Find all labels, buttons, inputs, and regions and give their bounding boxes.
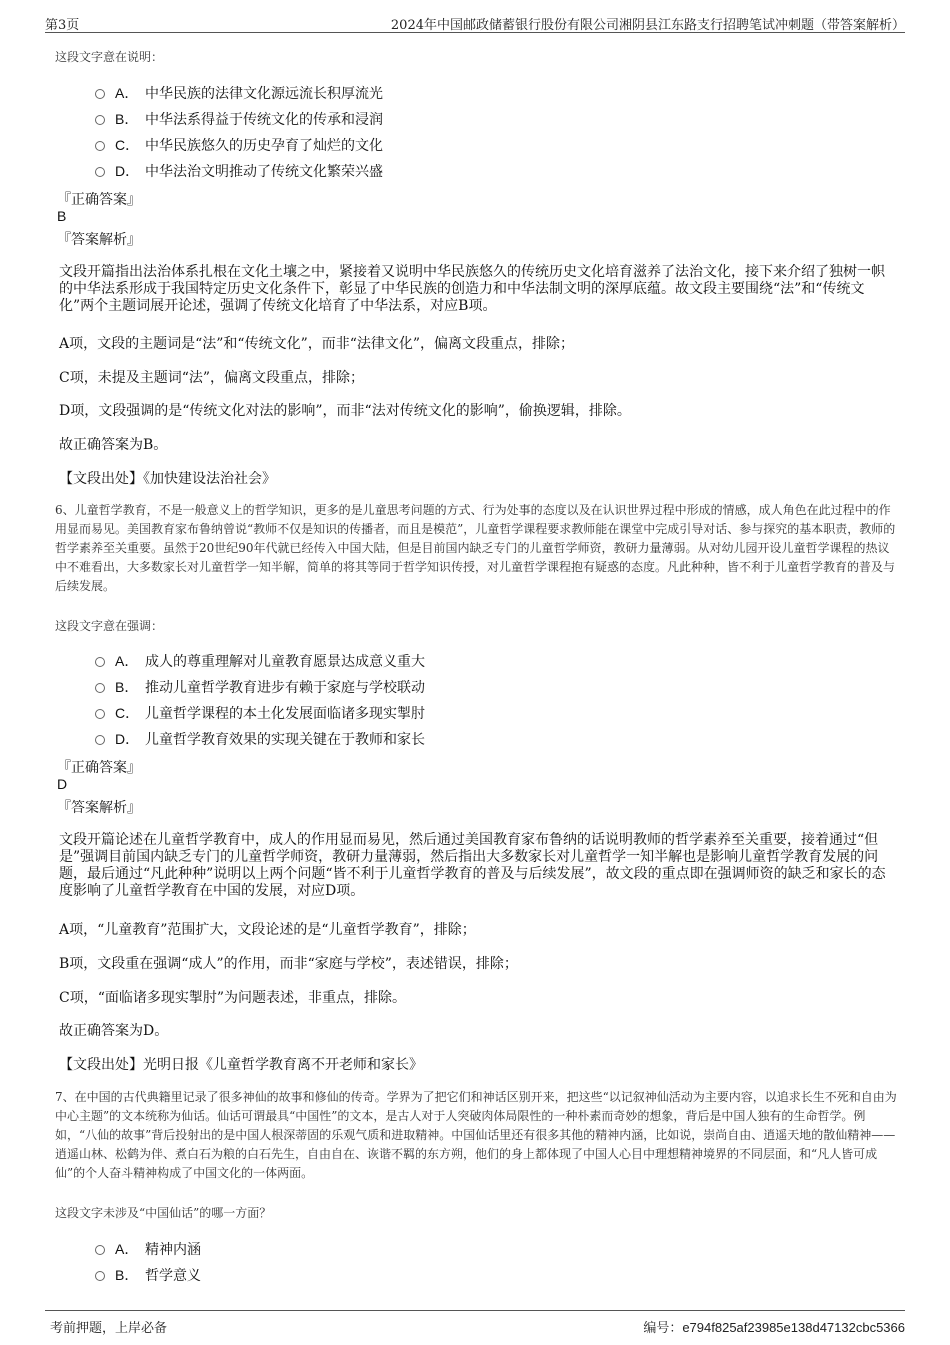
q6-line-a: A项，“儿童教育”范围扩大，文段论述的是“儿童哲学教育”，排除； — [59, 922, 476, 938]
page-header — [45, 12, 905, 33]
q5-analysis: 文段开篇指出法治体系扎根在文化土壤之中，紧接着又说明中华民族悠久的传统历史文化培育滋养了法治文化，接下来介绍了独树一帜的中华法系形成于我国特定历史文化条件下，彰显了中华民族的创造力和中华法制文明的深厚底蕴。故文段主要围绕“法”和“传统文化”两个主题词展开论述，强调了传统文化培育了中华法系，对应B项。 — [59, 264, 885, 314]
q5-answer-label: 『正确答案』 — [57, 192, 141, 208]
radio-icon[interactable] — [95, 735, 105, 745]
q6-option-a[interactable]: A． 成人的尊重理解对儿童教育愿景达成意义重大 — [95, 651, 425, 671]
radio-icon[interactable] — [95, 1245, 105, 1255]
radio-icon[interactable] — [95, 167, 105, 177]
q7-option-b[interactable]: B． 哲学意义 — [95, 1265, 201, 1285]
page-number: 第3页 — [45, 18, 80, 33]
radio-icon[interactable] — [95, 683, 105, 693]
document-title: 2024年中国邮政储蓄银行股份有限公司湘阴县江东路支行招聘笔试冲刺题（带答案解析） — [390, 18, 905, 33]
q6-line-c: C项，“面临诸多现实掣肘”为问题表述，非重点，排除。 — [59, 990, 407, 1006]
q6-analysis: 文段开篇论述在儿童哲学教育中，成人的作用显而易见，然后通过美国教育家布鲁纳的话说明教师的哲学素养至关重要，接着通过“但是”强调目前国内缺乏专门的儿童哲学师资，教研力量薄弱，然后指出大多数家长对儿童哲学一知半解也是影响儿童哲学教育发展的问题，最后通过“凡此种种”说明以上两个问题“皆不利于儿童哲学教育的普及与后续发展”，故文段的重点即在强调师资的缺乏和家长的态度影响了儿童哲学教育在中国的发展，对应D项。 — [59, 832, 886, 899]
q5-option-a[interactable]: A． 中华民族的法律文化源远流长积厚流光 — [95, 83, 383, 103]
q6-line-b: B项，文段重在强调“成人”的作用，而非“家庭与学校”，表述错误，排除； — [59, 956, 518, 972]
page-footer — [45, 1310, 905, 1335]
q5-line-a: A项，文段的主题词是“法”和“传统文化”，而非“法律文化”，偏离文段重点，排除； — [59, 336, 575, 352]
q6-answer-label: 『正确答案』 — [57, 760, 141, 776]
q5-source: 【文段出处】《加快建设法治社会》 — [59, 471, 276, 487]
radio-icon[interactable] — [95, 1271, 105, 1281]
q5-option-c[interactable]: C． 中华民族悠久的历史孕育了灿烂的文化 — [95, 135, 383, 155]
q5-stem: 这段文字意在说明： — [55, 50, 164, 64]
q5-analysis-label: 『答案解析』 — [57, 232, 141, 248]
q7-passage: 7、在中国的古代典籍里记录了很多神仙的故事和修仙的传奇。学界为了把它们和神话区别开来，把这些“以记叙神仙活动为主要内容，以追求长生不死和自由为中心主题”的文本统称为仙话。仙话可谓最具“中国性”的文本，是古人对于人突破肉体局限性的一种朴素而奇妙的想象，背后是中国人独有的生命哲学。例如，“八仙的故事”背后投射出的是中国人根深蒂固的乐观气质和进取精神。中国仙话里还有很多其他的精神内涵，比如说，崇尚自由、逍遥天地的散仙精神——逍遥山林、松鹤为伴、煮白石为粮的白石先生，自由自在、诙谐不羁的东方朔，他们的身上都体现了中国人心目中理想精神境界的不同层面，和“凡人皆可成仙”的个人奋斗精神构成了中国文化的一体两面。 — [55, 1090, 897, 1180]
radio-icon[interactable] — [95, 115, 105, 125]
footer-id: 编号：e794f825af23985e138d47132cbc5366 — [643, 1320, 905, 1336]
q6-analysis-label: 『答案解析』 — [57, 800, 141, 816]
q6-option-c[interactable]: C． 儿童哲学课程的本土化发展面临诸多现实掣肘 — [95, 703, 425, 723]
q7-option-a[interactable]: A． 精神内涵 — [95, 1239, 201, 1259]
radio-icon[interactable] — [95, 709, 105, 719]
q5-conclusion: 故正确答案为B。 — [59, 437, 168, 453]
footer-slogan: 考前押题，上岸必备 — [50, 1321, 168, 1336]
q6-passage: 6、儿童哲学教育，不是一般意义上的哲学知识，更多的是儿童思考问题的方式、行为处事的态度以及在认识世界过程中形成的情感，成人角色在此过程中的作用显而易见。美国教育家布鲁纳曾说“教师不仅是知识的传播者，而且是模范”，儿童哲学课程要求教师能在课堂中完成引导对话、参与探究的基本职责，教师的哲学素养至关重要。虽然于20世纪90年代就已经传入中国大陆，但是目前国内缺乏专门的儿童哲学师资，教研力量薄弱。从对幼儿园开设儿童哲学课程的热议中不难看出，大多数家长对儿童哲学一知半解，简单的将其等同于哲学知识传授，对儿童哲学课程抱有疑惑的态度。凡此种种，皆不利于儿童哲学教育的普及与后续发展。 — [55, 503, 896, 593]
q5-option-b[interactable]: B． 中华法系得益于传统文化的传承和浸润 — [95, 109, 383, 129]
q5-answer: B — [57, 208, 67, 224]
q7-stem: 这段文字未涉及“中国仙话”的哪一方面？ — [55, 1206, 272, 1220]
q5-line-c: C项，未提及主题词“法”，偏离文段重点，排除； — [59, 370, 365, 386]
q6-conclusion: 故正确答案为D。 — [59, 1023, 169, 1039]
radio-icon[interactable] — [95, 89, 105, 99]
q6-stem: 这段文字意在强调： — [55, 619, 164, 633]
radio-icon[interactable] — [95, 141, 105, 151]
q6-option-d[interactable]: D． 儿童哲学教育效果的实现关键在于教师和家长 — [95, 729, 425, 749]
radio-icon[interactable] — [95, 657, 105, 667]
q6-option-b[interactable]: B． 推动儿童哲学教育进步有赖于家庭与学校联动 — [95, 677, 425, 697]
q6-answer: D — [57, 776, 68, 792]
q6-source: 【文段出处】光明日报《儿童哲学教育离不开老师和家长》 — [59, 1057, 423, 1073]
q5-option-d[interactable]: D． 中华法治文明推动了传统文化繁荣兴盛 — [95, 161, 383, 181]
q5-line-d: D项，文段强调的是“传统文化对法的影响”，而非“法对传统文化的影响”，偷换逻辑，排除。 — [59, 403, 631, 419]
